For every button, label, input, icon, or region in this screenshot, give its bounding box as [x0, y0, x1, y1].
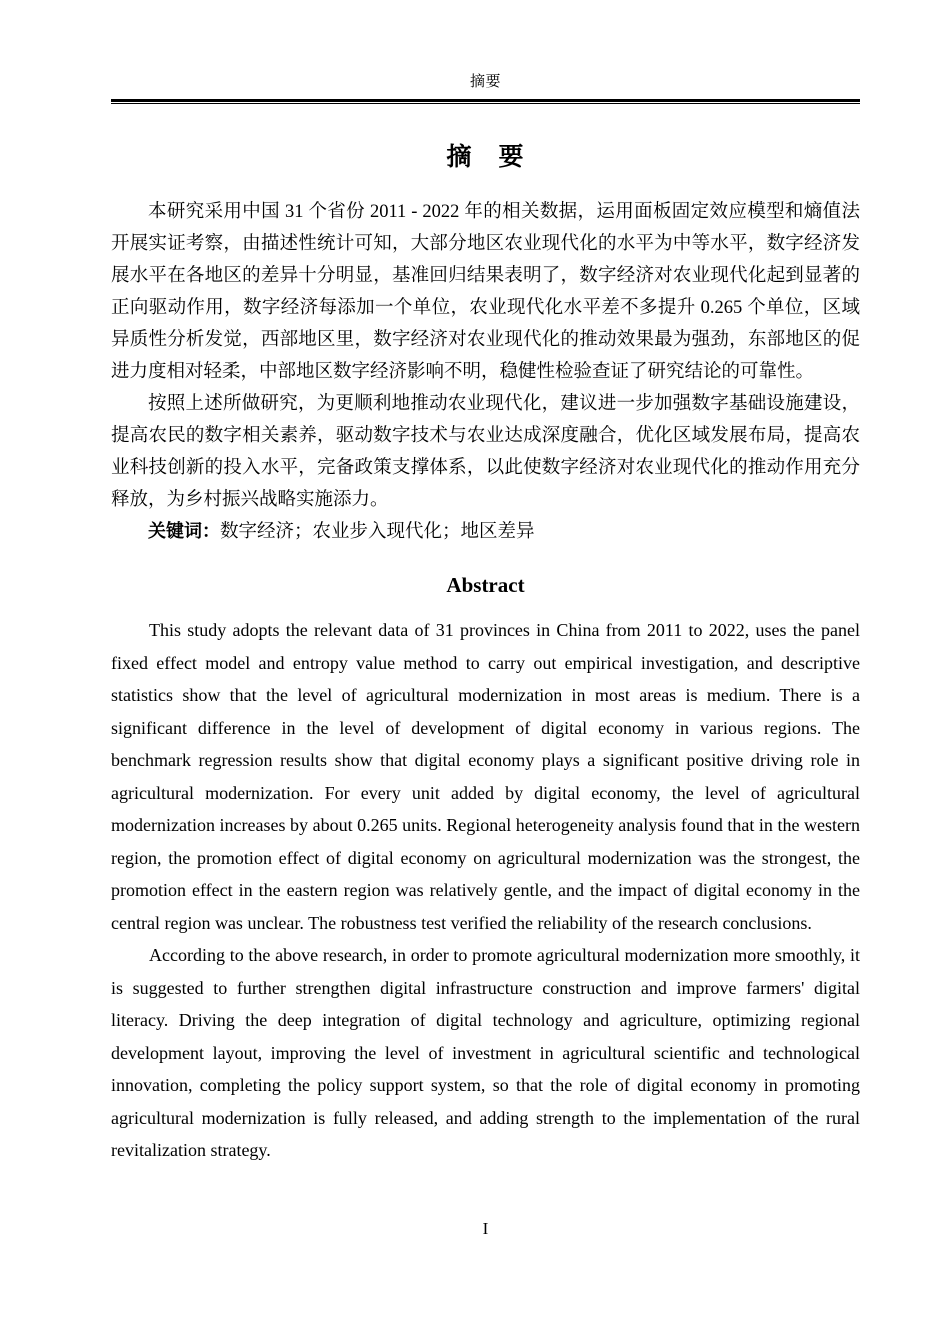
english-abstract-paragraph: According to the above research, in order to promote agricultural modernization more smoothly, it is suggested to further strengthen digital infrastructure construction and improve farmers' digital literacy. Driving the deep integration of digital technology and agriculture, optimizing regional development layout, improving the level of investment in agricultural scientific and technological innovation, completing the policy support system, so that the role of digital economy in promoting agricultural modernization is fully released, and adding strength to the implementation of the rural revitalization strategy.: [111, 945, 860, 1160]
running-header: [111, 72, 860, 92]
page-content: [111, 140, 860, 1167]
chinese-abstract-title: 摘 要: [446, 142, 525, 171]
header-rule-thin: [111, 103, 860, 104]
chinese-keywords-line: [111, 516, 860, 548]
english-abstract-paragraph: This study adopts the relevant data of 31 provinces in China from 2011 to 2022, uses the panel fixed effect model and entropy value method to carry out empirical investigation, and descriptive statistics show that the level of agricultural modernization in most areas is medium. There is a significant difference in the level of development of digital economy in various regions. The benchmark regression results show that digital economy plays a significant positive driving role in agricultural modernization. For every unit added by digital economy, the level of agricultural modernization increases by about 0.265 units. Regional heterogeneity analysis found that in the western region, the promotion effect of digital economy on agricultural modernization was the strongest, the promotion effect in the eastern region was relatively gentle, and the impact of digital economy in the central region was unclear. The robustness test verified the reliability of the research conclusions.: [111, 620, 860, 933]
chinese-abstract-paragraph: 按照上述所做研究，为更顺利地推动农业现代化，建议进一步加强数字基础设施建设，提高农民的数字相关素养，驱动数字技术与农业达成深度融合，优化区域发展布局，提高农业科技创新的投入水平，完备政策支撑体系，以此使数字经济对农业现代化的推动作用充分释放，为乡村振兴战略实施添力。: [111, 394, 860, 510]
running-header-text: 摘要: [469, 74, 501, 90]
page-footer: [111, 1218, 860, 1240]
chinese-keywords-label: 关键词：: [148, 521, 220, 542]
header-rule-thick: [111, 99, 860, 102]
page-number: I: [482, 1219, 489, 1238]
english-abstract-title: Abstract: [446, 573, 525, 597]
chinese-abstract-paragraph: 本研究采用中国 31 个省份 2011 - 2022 年的相关数据，运用面板固定效应模型和熵值法开展实证考察，由描述性统计可知，大部分地区农业现代化的水平为中等水平，数字经济发展水平在各地区的差异十分明显，基准回归结果表明了，数字经济对农业现代化起到显著的正向驱动作用，数字经济每添加一个单位，农业现代化水平差不多提升 0.265 个单位，区域异质性分析发觉，西部地区里，数字经济对农业现代化的推动效果最为强劲，东部地区的促进力度相对轻柔，中部地区数字经济影响不明，稳健性检验查证了研究结论的可靠性。: [111, 202, 860, 382]
chinese-keywords-values: 数字经济；农业步入现代化；地区差异: [220, 522, 535, 542]
